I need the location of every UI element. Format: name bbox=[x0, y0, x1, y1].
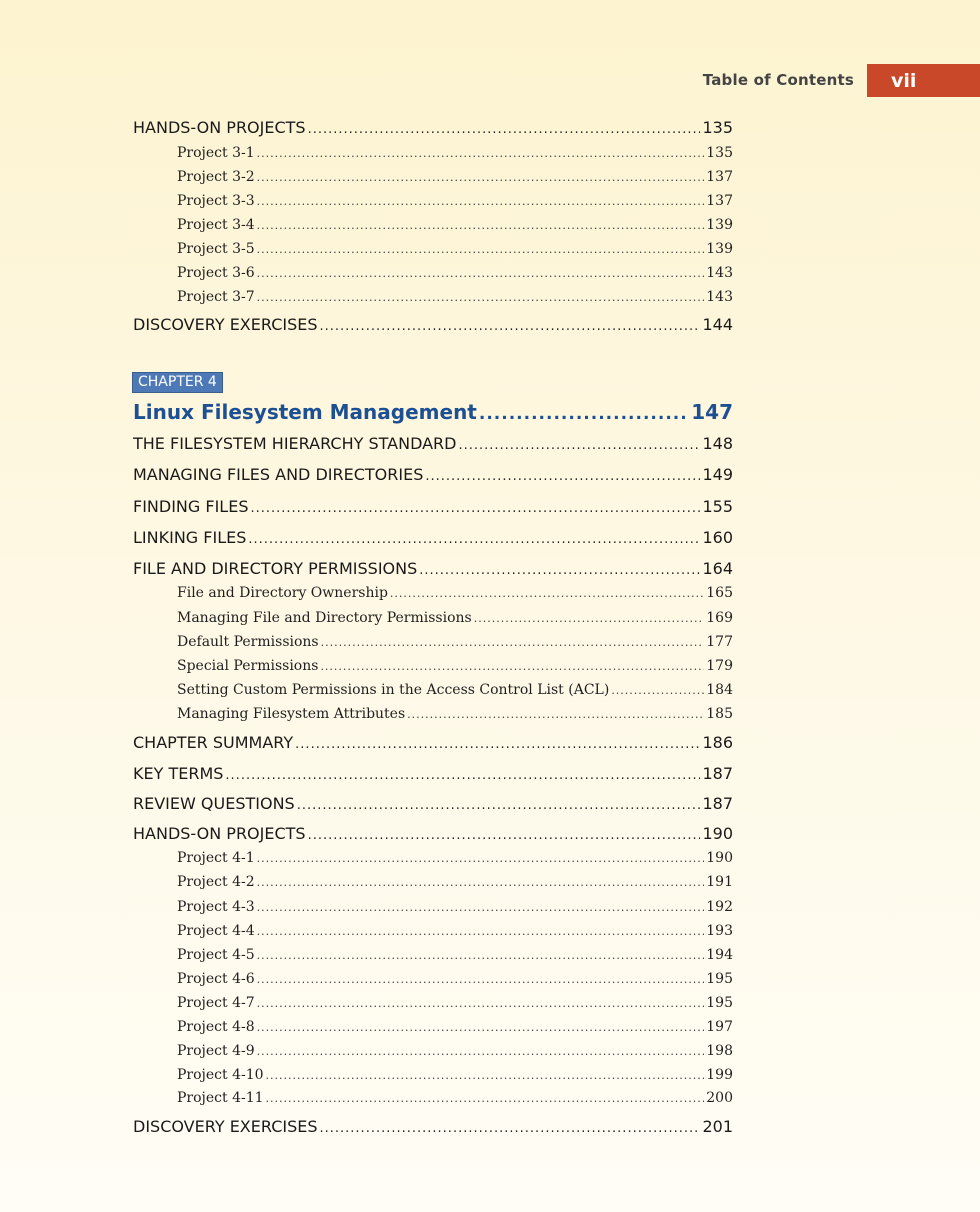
toc-subentry-label: Project 3-1 bbox=[177, 145, 255, 161]
toc-entry-page: 190 bbox=[702, 824, 733, 843]
page-number-tab bbox=[867, 64, 980, 97]
toc-subentry[interactable] bbox=[177, 610, 733, 626]
toc-entry-page: 155 bbox=[702, 497, 733, 516]
toc-subentry-page: 137 bbox=[706, 193, 733, 209]
toc-entry[interactable] bbox=[133, 118, 733, 137]
toc-subentry-page: 185 bbox=[706, 706, 733, 722]
toc-entry-page: 160 bbox=[702, 528, 733, 547]
toc-subentry-label: File and Directory Ownership bbox=[177, 585, 388, 601]
toc-subentry-page: 137 bbox=[706, 169, 733, 185]
toc-subentry[interactable] bbox=[177, 874, 733, 890]
toc-subentry-label: Project 4-1 bbox=[177, 850, 255, 866]
toc-subentry-label: Project 4-9 bbox=[177, 1043, 255, 1059]
toc-subentry-label: Project 4-4 bbox=[177, 923, 255, 939]
toc-subentry-label: Project 4-11 bbox=[177, 1090, 264, 1106]
toc-entry-label: KEY TERMS bbox=[133, 764, 224, 783]
toc-subentry[interactable] bbox=[177, 169, 733, 185]
toc-entry-label: DISCOVERY EXERCISES bbox=[133, 315, 318, 334]
toc-subentry-page: 193 bbox=[706, 923, 733, 939]
dot-leader bbox=[225, 768, 700, 783]
dot-leader bbox=[248, 532, 700, 547]
chapter-title-entry[interactable] bbox=[133, 400, 733, 424]
toc-entry-page: 149 bbox=[702, 465, 733, 484]
dot-leader bbox=[257, 876, 705, 889]
toc-subentry-page: 143 bbox=[706, 289, 733, 305]
chapter-title: Linux Filesystem Management bbox=[133, 400, 477, 424]
chapter-badge: CHAPTER 4 bbox=[133, 373, 222, 392]
toc-subentry[interactable] bbox=[177, 193, 733, 209]
toc-entry-page: 186 bbox=[702, 733, 733, 752]
dot-leader bbox=[308, 122, 701, 137]
dot-leader bbox=[257, 852, 705, 865]
dot-leader bbox=[257, 997, 705, 1010]
toc-subentry[interactable] bbox=[177, 585, 733, 601]
toc-subentry-page: 143 bbox=[706, 265, 733, 281]
toc-subentry-page: 169 bbox=[706, 610, 733, 626]
toc-subentry[interactable] bbox=[177, 217, 733, 233]
toc-subentry-label: Project 3-4 bbox=[177, 217, 255, 233]
toc-subentry-page: 195 bbox=[706, 971, 733, 987]
dot-leader bbox=[407, 708, 704, 721]
dot-leader bbox=[458, 438, 700, 453]
toc-subentry-page: 139 bbox=[706, 217, 733, 233]
toc-subentry-page: 184 bbox=[706, 682, 733, 698]
dot-leader bbox=[266, 1069, 705, 1082]
toc-entry-page: 187 bbox=[702, 794, 733, 813]
toc-entry[interactable] bbox=[133, 528, 733, 547]
toc-entry[interactable] bbox=[133, 465, 733, 484]
toc-entry[interactable] bbox=[133, 794, 733, 813]
toc-subentry[interactable] bbox=[177, 1019, 733, 1035]
dot-leader bbox=[257, 901, 705, 914]
toc-subentry-page: 194 bbox=[706, 947, 733, 963]
toc-subentry[interactable] bbox=[177, 706, 733, 722]
toc-subentry-label: Project 3-7 bbox=[177, 289, 255, 305]
dot-leader bbox=[250, 501, 700, 516]
toc-entry-label: HANDS-ON PROJECTS bbox=[133, 824, 306, 843]
toc-subentry-page: 135 bbox=[706, 145, 733, 161]
toc-subentry-page: 198 bbox=[706, 1043, 733, 1059]
toc-subentry-label: Managing Filesystem Attributes bbox=[177, 706, 406, 722]
toc-subentry[interactable] bbox=[177, 1043, 733, 1059]
dot-leader bbox=[320, 1121, 701, 1136]
dot-leader bbox=[257, 1045, 705, 1058]
dot-leader bbox=[257, 147, 705, 160]
toc-subentry[interactable] bbox=[177, 1067, 733, 1083]
toc-subentry-page: 192 bbox=[706, 899, 733, 915]
toc-subentry-label: Project 3-6 bbox=[177, 265, 255, 281]
toc-subentry[interactable] bbox=[177, 145, 733, 161]
toc-entry[interactable] bbox=[133, 733, 733, 752]
dot-leader bbox=[320, 319, 701, 334]
toc-subentry[interactable] bbox=[177, 850, 733, 866]
toc-entry[interactable] bbox=[133, 315, 733, 334]
dot-leader bbox=[295, 737, 700, 752]
toc-subentry-page: 195 bbox=[706, 995, 733, 1011]
toc-subentry[interactable] bbox=[177, 947, 733, 963]
toc-subentry-page: 197 bbox=[706, 1019, 733, 1035]
dot-leader bbox=[257, 973, 705, 986]
toc-subentry[interactable] bbox=[177, 265, 733, 281]
dot-leader bbox=[308, 828, 701, 843]
toc-entry-label: THE FILESYSTEM HIERARCHY STANDARD bbox=[133, 434, 457, 453]
toc-entry-label: FILE AND DIRECTORY PERMISSIONS bbox=[133, 559, 418, 578]
toc-subentry-label: Project 3-5 bbox=[177, 241, 255, 257]
dot-leader bbox=[257, 171, 705, 184]
toc-entry[interactable] bbox=[133, 1117, 733, 1136]
toc-entry-label: FINDING FILES bbox=[133, 497, 249, 516]
toc-entry-label: CHAPTER SUMMARY bbox=[133, 733, 294, 752]
toc-entry-page: 135 bbox=[702, 118, 733, 137]
dot-leader bbox=[257, 925, 705, 938]
dot-leader bbox=[257, 243, 705, 256]
toc-subentry-page: 200 bbox=[706, 1090, 733, 1106]
dot-leader bbox=[425, 469, 700, 484]
toc-entry-page: 164 bbox=[702, 559, 733, 578]
toc-subentry[interactable] bbox=[177, 971, 733, 987]
toc-entry-page: 148 bbox=[702, 434, 733, 453]
toc-subentry-label: Project 4-5 bbox=[177, 947, 255, 963]
toc-entry-label: REVIEW QUESTIONS bbox=[133, 794, 295, 813]
dot-leader bbox=[390, 587, 704, 600]
toc-subentry[interactable] bbox=[177, 899, 733, 915]
dot-leader bbox=[266, 1092, 705, 1105]
toc-subentry-label: Project 4-2 bbox=[177, 874, 255, 890]
dot-leader bbox=[257, 195, 705, 208]
dot-leader bbox=[611, 684, 704, 697]
toc-entry-page: 144 bbox=[702, 315, 733, 334]
toc-subentry[interactable] bbox=[177, 634, 733, 650]
dot-leader bbox=[321, 636, 705, 649]
toc-subentry-label: Managing File and Directory Permissions bbox=[177, 610, 472, 626]
dot-leader bbox=[257, 267, 705, 280]
toc-subentry[interactable] bbox=[177, 658, 733, 674]
toc-subentry-page: 179 bbox=[706, 658, 733, 674]
toc-subentry-label: Project 4-10 bbox=[177, 1067, 264, 1083]
toc-subentry-label: Project 4-6 bbox=[177, 971, 255, 987]
toc-entry-label: MANAGING FILES AND DIRECTORIES bbox=[133, 465, 424, 484]
dot-leader bbox=[320, 660, 704, 673]
toc-subentry-page: 199 bbox=[706, 1067, 733, 1083]
running-header-title: Table of Contents bbox=[702, 71, 854, 89]
toc-subentry[interactable] bbox=[177, 682, 733, 698]
toc-subentry[interactable] bbox=[177, 289, 733, 305]
toc-entry[interactable] bbox=[133, 824, 733, 843]
toc-subentry-page: 191 bbox=[706, 874, 733, 890]
toc-subentry-page: 139 bbox=[706, 241, 733, 257]
toc-entry-label: DISCOVERY EXERCISES bbox=[133, 1117, 318, 1136]
toc-subentry[interactable] bbox=[177, 995, 733, 1011]
chapter-page: 147 bbox=[691, 400, 733, 424]
toc-subentry-label: Default Permissions bbox=[177, 634, 319, 650]
dot-leader bbox=[257, 291, 705, 304]
toc-entry-label: LINKING FILES bbox=[133, 528, 247, 547]
dot-leader bbox=[474, 612, 705, 625]
toc-subentry[interactable] bbox=[177, 923, 733, 939]
dot-leader bbox=[297, 798, 701, 813]
toc-subentry-page: 177 bbox=[706, 634, 733, 650]
toc-entry-label: HANDS-ON PROJECTS bbox=[133, 118, 306, 137]
toc-entry[interactable] bbox=[133, 497, 733, 516]
toc-subentry-label: Project 3-2 bbox=[177, 169, 255, 185]
toc-subentry-page: 190 bbox=[706, 850, 733, 866]
toc-entry[interactable] bbox=[133, 559, 733, 578]
toc-subentry-label: Project 4-3 bbox=[177, 899, 255, 915]
toc-subentry[interactable] bbox=[177, 241, 733, 257]
toc-subentry-label: Project 4-7 bbox=[177, 995, 255, 1011]
toc-entry[interactable] bbox=[133, 434, 733, 453]
toc-subentry-label: Project 4-8 bbox=[177, 1019, 255, 1035]
toc-subentry-label: Project 3-3 bbox=[177, 193, 255, 209]
toc-subentry-label: Special Permissions bbox=[177, 658, 319, 674]
dot-leader bbox=[257, 219, 705, 232]
toc-entry-page: 187 bbox=[702, 764, 733, 783]
toc-entry-page: 201 bbox=[702, 1117, 733, 1136]
toc-entry[interactable] bbox=[133, 764, 733, 783]
page-number: vii bbox=[891, 69, 917, 92]
toc-subentry-page: 165 bbox=[706, 585, 733, 601]
dot-leader bbox=[257, 1021, 705, 1034]
toc-subentry-label: Setting Custom Permissions in the Access Control List (ACL) bbox=[177, 682, 610, 698]
dot-leader bbox=[257, 949, 705, 962]
dot-leader bbox=[419, 563, 700, 578]
toc-subentry[interactable] bbox=[177, 1090, 733, 1106]
dot-leader bbox=[479, 404, 689, 424]
